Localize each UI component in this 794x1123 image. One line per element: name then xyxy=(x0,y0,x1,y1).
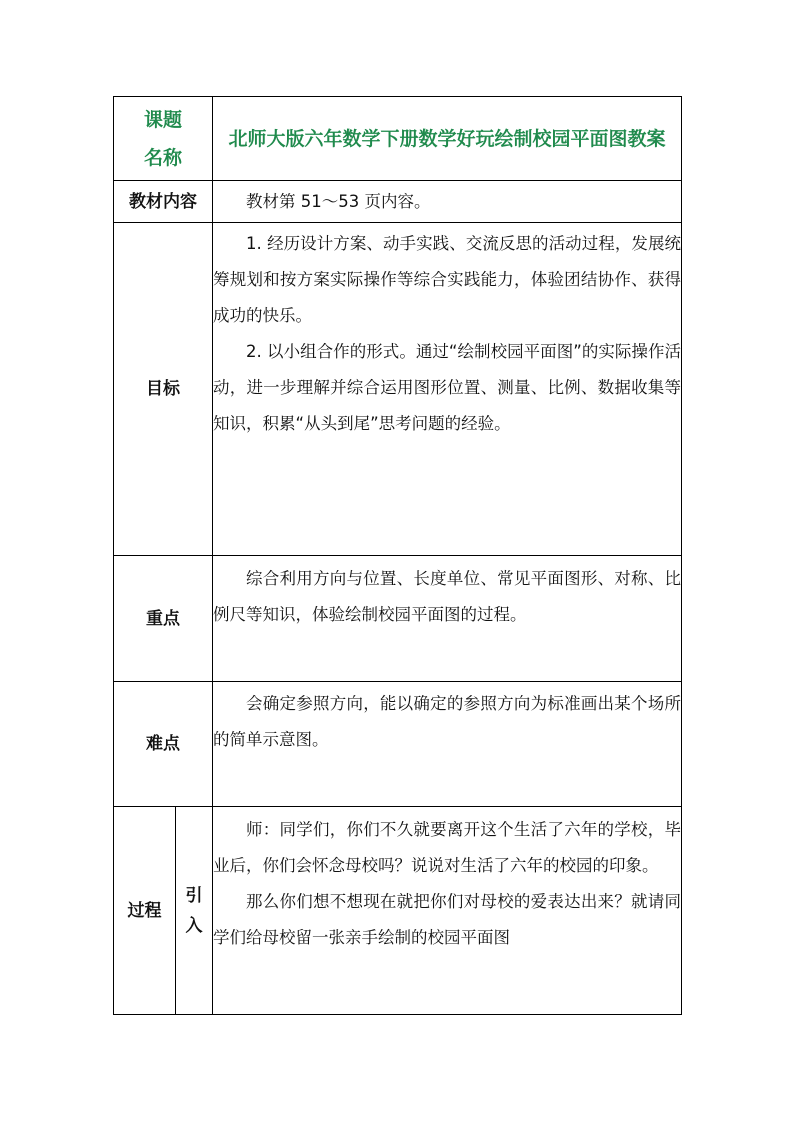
material-cell xyxy=(213,181,682,223)
process-label: 过程 xyxy=(114,807,176,1015)
difficulty-text: 会确定参照方向，能以确定的参照方向为标准画出某个场所的简单示意图。 xyxy=(213,694,682,749)
key-text: 综合利用方向与位置、长度单位、常见平面图形、对称、比例尺等知识，体验绘制校园平面图的过程。 xyxy=(213,569,682,624)
material-row xyxy=(114,181,682,223)
process-paragraph: 师：同学们，你们不久就要离开这个生活了六年的学校，毕业后，你们会怀念母校吗？说说对生活了六年的校园的印象。 xyxy=(213,820,682,875)
title-label xyxy=(114,97,213,181)
goal-label: 目标 xyxy=(114,223,213,556)
title-label-line-2: 名称 xyxy=(144,146,183,169)
process-paragraph: 那么你们想不想现在就把你们对母校的爱表达出来？就请同学们给母校留一张亲手绘制的校园平面图 xyxy=(213,892,682,947)
goal-cell xyxy=(213,223,682,556)
lesson-plan-table xyxy=(113,96,682,1015)
difficulty-row xyxy=(114,682,682,807)
title-label-line-1: 课题 xyxy=(144,108,183,131)
difficulty-label: 难点 xyxy=(114,682,213,807)
goal-row xyxy=(114,223,682,556)
key-cell xyxy=(213,556,682,682)
difficulty-cell xyxy=(213,682,682,807)
title-row xyxy=(114,97,682,181)
material-text: 教材第 51～53 页内容。 xyxy=(246,191,431,211)
process-row xyxy=(114,807,682,1015)
key-row xyxy=(114,556,682,682)
process-sub-label xyxy=(176,807,213,1015)
process-cell xyxy=(213,807,682,1015)
goal-paragraph: 1. 经历设计方案、动手实践、交流反思的活动过程，发展统筹规划和按方案实际操作等综合实践能力，体验团结协作、获得成功的快乐。 xyxy=(213,234,682,325)
key-label: 重点 xyxy=(114,556,213,682)
lesson-title: 北师大版六年数学下册数学好玩绘制校园平面图教案 xyxy=(213,97,682,181)
material-label: 教材内容 xyxy=(114,181,213,223)
process-sub-label-char: 引 xyxy=(185,885,203,906)
process-sub-label-char: 入 xyxy=(185,915,203,936)
goal-paragraph: 2. 以小组合作的形式。通过“绘制校园平面图”的实际操作活动，进一步理解并综合运用图形位置、测量、比例、数据收集等知识，积累“从头到尾”思考问题的经验。 xyxy=(213,342,682,433)
